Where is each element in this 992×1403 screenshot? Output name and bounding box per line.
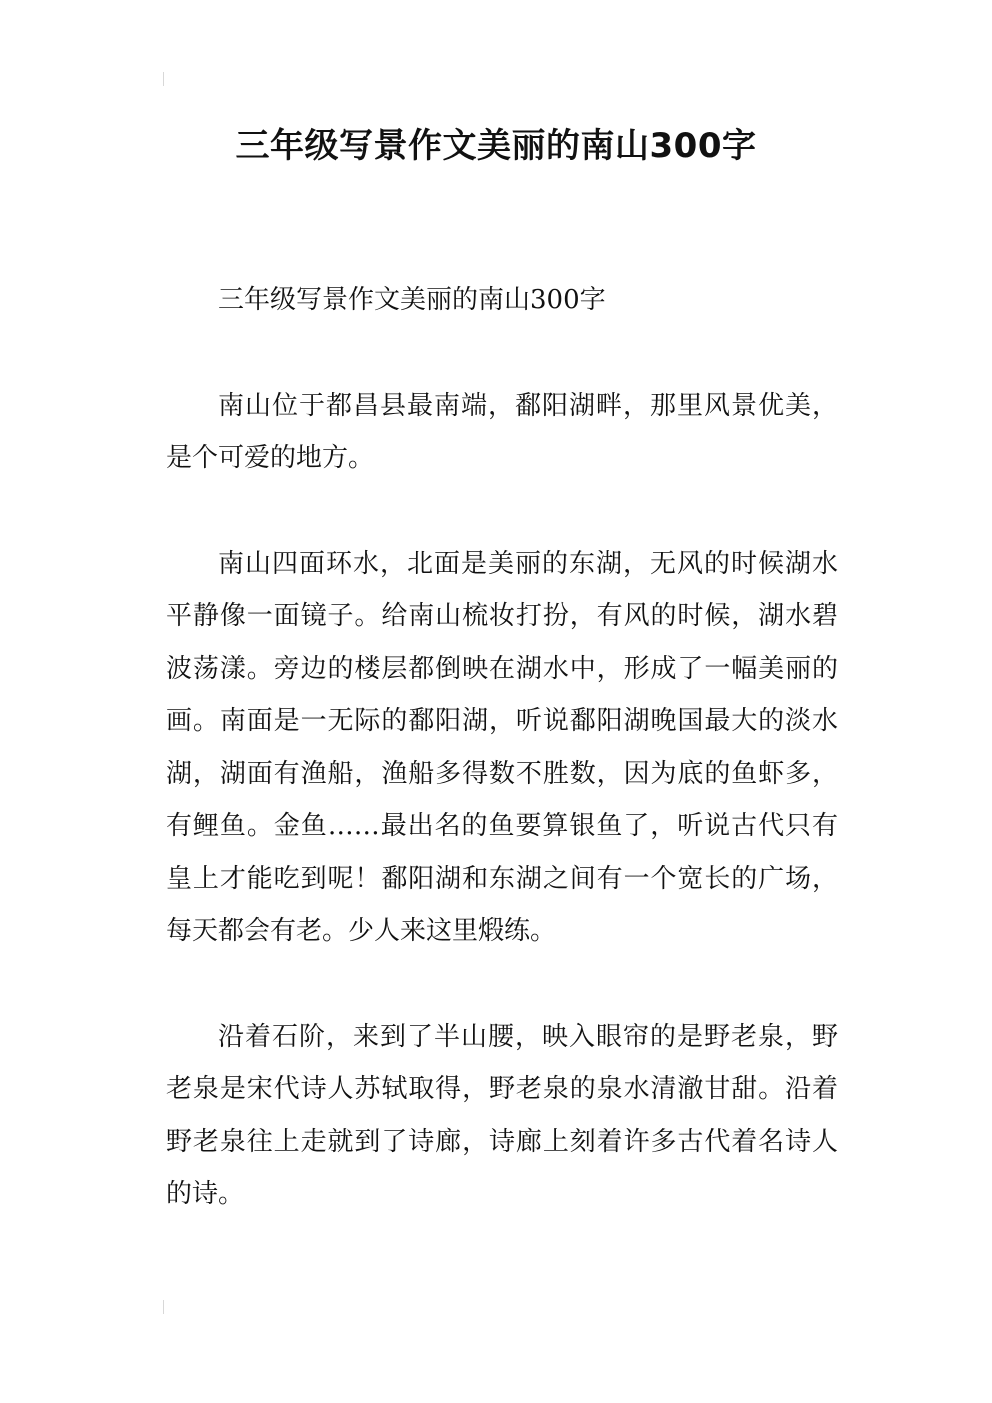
- page-corner-mark-bottom: [163, 1300, 164, 1314]
- paragraph-lakes: 南山四面环水，北面是美丽的东湖，无风的时候湖水平静像一面镜子。给南山梳妆打扮，有风的时候，湖水碧波荡漾。旁边的楼层都倒映在湖水中，形成了一幅美丽的画。南面是一无际的鄱阳湖，听说鄱阳湖晚国最大的淡水湖，湖面有渔船，渔船多得数不胜数，因为底的鱼虾多，有鲤鱼。金鱼……最出名的鱼要算银鱼了，听说古代只有皇上才能吃到呢！鄱阳湖和东湖之间有一个宽长的广场，每天都会有老。少人来这里煅练。: [166, 548, 838, 946]
- page-corner-mark-top: [163, 72, 164, 86]
- document-title: 三年级写景作文美丽的南山300字: [235, 126, 757, 166]
- document-body: [166, 274, 838, 1274]
- paragraph-intro: 南山位于都昌县最南端，鄱阳湖畔，那里风景优美，是个可爱的地方。: [166, 390, 838, 473]
- paragraph-subtitle: 三年级写景作文美丽的南山300字: [218, 285, 606, 315]
- paragraph-spring: 沿着石阶，来到了半山腰，映入眼帘的是野老泉，野老泉是宋代诗人苏轼取得，野老泉的泉水清澈甘甜。沿着野老泉往上走就到了诗廊，诗廊上刻着许多古代着名诗人的诗。: [166, 1021, 838, 1209]
